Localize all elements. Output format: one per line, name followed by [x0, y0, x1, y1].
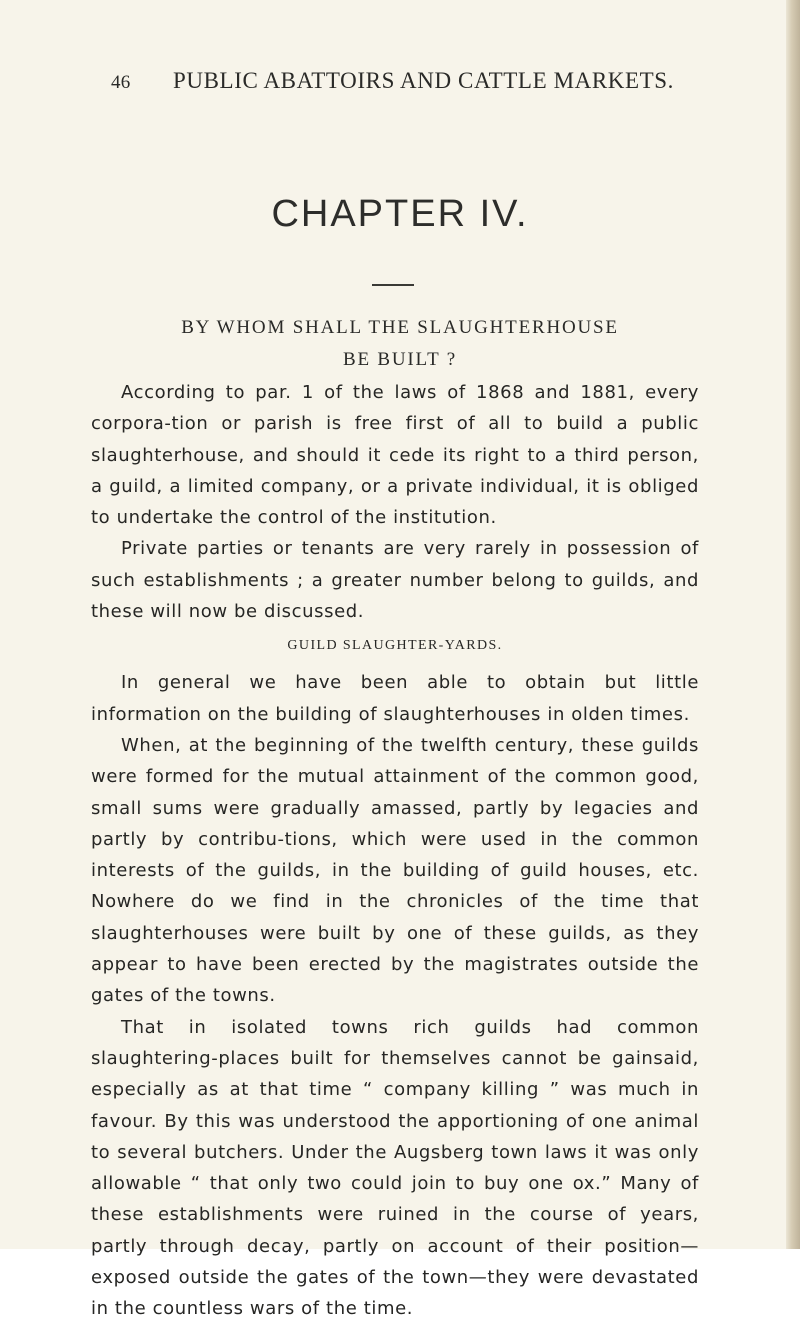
paragraph: Private parties or tenants are very rarely in possession of such establishments ; a greater number belong to guilds, and these will now be discussed.: [91, 538, 699, 623]
body-text: [91, 377, 699, 1325]
section-title-line-2: BE BUILT ?: [342, 349, 458, 370]
paragraph: That in isolated towns rich guilds had common slaughtering-places built for themselves cannot be gainsaid, especially as at that time “ company killing ” was much in favour. By this was understood the apportioning of one animal to several butchers. Under the Augsberg town laws it was only allowable “ that only two could join to buy one ox.” Many of these establishments were ruined in the course of years, partly through decay, partly on account of their position—exposed outside the gates of the town—they were devastated in the countless wars of the time.: [91, 1016, 699, 1320]
running-title: PUBLIC ABATTOIRS AND CATTLE MARKETS.: [173, 68, 675, 93]
page-number: 46: [111, 72, 131, 93]
chapter-heading: CHAPTER IV.: [271, 193, 529, 235]
subheading: GUILD SLAUGHTER-YARDS.: [287, 638, 503, 654]
section-title-line-1: BY WHOM SHALL THE SLAUGHTERHOUSE: [181, 317, 619, 338]
paragraph: According to par. 1 of the laws of 1868 and 1881, every corpora-tion or parish is free first of all to build a public slaughterhouse, and should it cede its right to a third person, a guild, a limited company, or a private individual, it is obliged to undertake the control of the institution.: [91, 382, 699, 529]
paragraph: In general we have been able to obtain but little information on the building of slaughterhouses in olden times.: [91, 672, 699, 725]
running-header: [111, 68, 711, 102]
divider-rule: [372, 284, 414, 286]
paragraph: When, at the beginning of the twelfth century, these guilds were formed for the mutual attainment of the common good, small sums were gradually amassed, partly by legacies and partly by contribu-tions, which were used in the common interests of the guilds, in the building of guild houses, etc. Nowhere do we find in the chronicles of the time that slaughterhouses were built by one of these guilds, as they appear to have been erected by the magistrates outside the gates of the towns.: [91, 734, 699, 1007]
page-edge: [786, 0, 800, 1249]
section-title: [100, 312, 700, 376]
